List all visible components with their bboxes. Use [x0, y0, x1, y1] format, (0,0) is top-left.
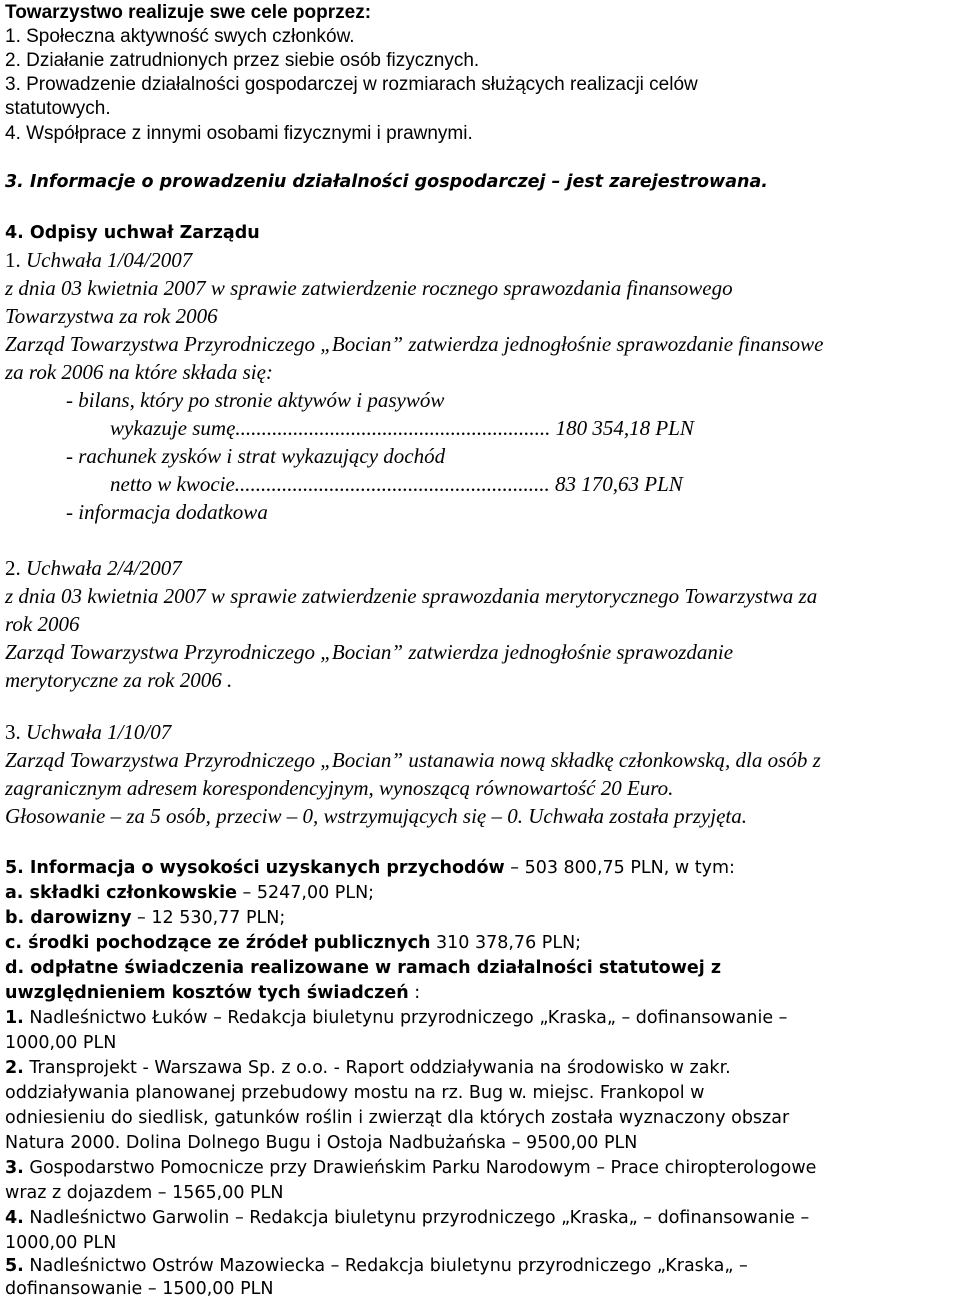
item-number: 4. [5, 1208, 24, 1228]
revenue-c [5, 933, 581, 953]
item-number: 2. [5, 1058, 24, 1078]
resolution-2-heading [5, 556, 182, 581]
resolution-text: merytoryczne za rok 2006 . [5, 668, 233, 692]
financial-list-item: - rachunek zysków i strat wykazujący dochód [66, 444, 446, 468]
revenue-item [5, 1058, 731, 1078]
revenue-item [5, 1208, 809, 1228]
revenue-a [5, 883, 374, 903]
item-text: Nadleśnictwo Ostrów Mazowiecka – Redakcja biuletynu przyrodniczego „Kraska„ – [23, 1256, 748, 1276]
intro-item: 2. Działanie zatrudnionych przez siebie osób fizycznych. [5, 50, 480, 71]
revenue-total: – 503 800,75 PLN, w tym: [504, 858, 735, 878]
intro-item: 4. Współprace z innymi osobami fizycznymi i prawnymi. [5, 123, 473, 144]
item-text: Gospodarstwo Pomocnicze przy Drawieńskim Parku Narodowym – Prace chiropterologowe [23, 1158, 817, 1178]
resolution-text: z dnia 03 kwietnia 2007 w sprawie zatwierdzenie sprawozdania merytorycznego Towarzystwa za [5, 584, 818, 608]
revenue-d-heading-2 [5, 983, 420, 1003]
colon: : [408, 983, 421, 1003]
item-text: Natura 2000. Dolina Dolnego Bugu i Ostoja Nadbużańska – 9500,00 PLN [5, 1133, 638, 1153]
revenue-b [5, 908, 285, 928]
item-number: 5. [5, 1256, 24, 1276]
revenue-d-heading: d. odpłatne świadczenia realizowane w ramach działalności statutowej z [5, 958, 722, 978]
item-text: odniesieniu do siedlisk, gatunków roślin i zwierząt dla których została wyznaczony obszar [5, 1108, 790, 1128]
section-3-title: 3. Informacje o prowadzeniu działalności gospodarczej – jest zarejestrowana. [5, 172, 768, 192]
item-text: Nadleśnictwo Garwolin – Redakcja biuletynu przyrodniczego „Kraska„ – dofinansowanie – [23, 1208, 810, 1228]
section-5-title [5, 858, 735, 878]
item-text: wraz z dojazdem – 1565,00 PLN [5, 1183, 284, 1203]
resolution-text: Towarzystwa za rok 2006 [5, 304, 218, 328]
resolution-title: Uchwała 1/04/2007 [26, 248, 193, 272]
revenue-label: c. środki pochodzące ze źródeł publicznych [5, 933, 431, 953]
intro-heading: Towarzystwo realizuje swe cele poprzez: [5, 2, 372, 23]
resolution-text: rok 2006 [5, 612, 80, 636]
resolution-text: Zarząd Towarzystwa Przyrodniczego „Bocian” zatwierdza jednogłośnie sprawozdanie [5, 640, 734, 664]
revenue-item [5, 1158, 816, 1178]
item-number: 1. [5, 1008, 24, 1028]
resolution-text: Zarząd Towarzystwa Przyrodniczego „Bocian” zatwierdza jednogłośnie sprawozdanie finansowe [5, 332, 824, 356]
financial-list-item: - informacja dodatkowa [66, 500, 268, 524]
resolution-1-heading [5, 248, 192, 273]
resolution-title: Uchwała 2/4/2007 [26, 556, 182, 580]
resolution-text: za rok 2006 na które składa się: [5, 360, 273, 384]
resolution-number: 2. [5, 556, 21, 580]
revenue-value: – 12 530,77 PLN; [131, 908, 286, 928]
resolution-text: z dnia 03 kwietnia 2007 w sprawie zatwierdzenie rocznego sprawozdania finansowego [5, 276, 733, 300]
item-number: 3. [5, 1158, 24, 1178]
item-text: 1000,00 PLN [5, 1033, 117, 1053]
item-text: oddziaływania planowanej przebudowy mostu na rz. Bug w. miejsc. Frankopol w [5, 1083, 705, 1103]
section-4-title: 4. Odpisy uchwał Zarządu [5, 223, 260, 243]
item-text: Transprojekt - Warszawa Sp. z o.o. - Raport oddziaływania na środowisko w zakr. [23, 1058, 731, 1078]
revenue-label: a. składki członkowskie [5, 883, 237, 903]
revenue-item [5, 1008, 787, 1028]
revenue-item [5, 1256, 748, 1276]
intro-item: 3. Prowadzenie działalności gospodarczej w rozmiarach służących realizacji celów [5, 74, 698, 95]
financial-list-item: netto w kwocie............................................................ 83 170,63 PLN [110, 472, 683, 496]
resolution-text: Zarząd Towarzystwa Przyrodniczego „Bocian” ustanawia nową składkę członkowską, dla osób z [5, 748, 821, 772]
intro-item: 1. Społeczna aktywność swych członków. [5, 26, 355, 47]
financial-list-item: wykazuje sumę............................................................ 180 354,18 PLN [110, 416, 694, 440]
item-text: 1000,00 PLN [5, 1233, 117, 1253]
resolution-number: 3. [5, 720, 21, 744]
resolution-text: zagranicznym adresem korespondencyjnym, wynoszącą równowartość 20 Euro. [5, 776, 674, 800]
item-text: Nadleśnictwo Łuków – Redakcja biuletynu przyrodniczego „Kraska„ – dofinansowanie – [23, 1008, 788, 1028]
financial-list-item: - bilans, który po stronie aktywów i pasywów [66, 388, 445, 412]
resolution-text: Głosowanie – za 5 osób, przeciw – 0, wstrzymujących się – 0. Uchwała została przyjęta. [5, 804, 747, 828]
section-5-heading: 5. Informacja o wysokości uzyskanych przychodów [5, 858, 505, 878]
resolution-3-heading [5, 720, 171, 745]
intro-item: statutowych. [5, 98, 111, 119]
resolution-number: 1. [5, 248, 21, 272]
revenue-label: b. darowizny [5, 908, 132, 928]
revenue-value: – 5247,00 PLN; [236, 883, 375, 903]
revenue-d-label: uwzględnieniem kosztów tych świadczeń [5, 983, 409, 1003]
resolution-title: Uchwała 1/10/07 [26, 720, 172, 744]
item-text: dofinansowanie – 1500,00 PLN [5, 1279, 274, 1299]
revenue-value: 310 378,76 PLN; [430, 933, 582, 953]
